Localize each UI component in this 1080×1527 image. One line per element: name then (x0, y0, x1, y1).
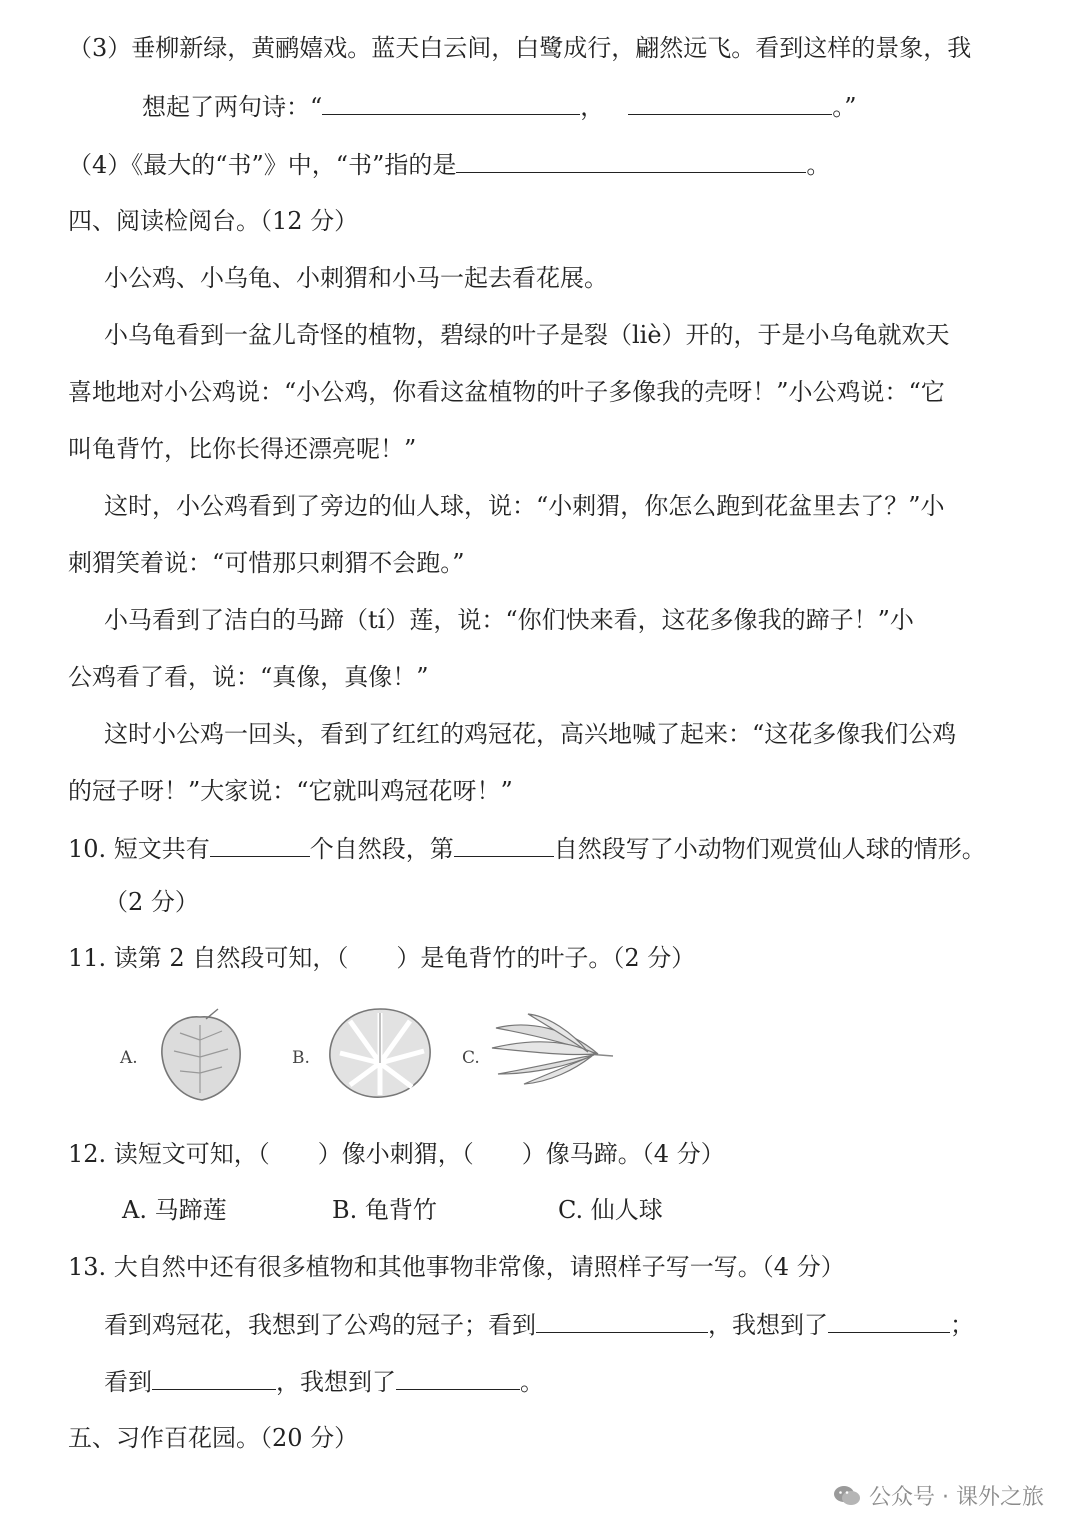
section4-title: 四、阅读检阅台。（12 分） (68, 207, 359, 235)
q4-line (68, 146, 830, 183)
q12-question: 12. 读短文可知，（ ）像小刺猬，（ ）像马蹄。（4 分） (68, 1140, 725, 1168)
q3-line2-prefix: 想起了两句诗：“ (142, 93, 323, 121)
q3-line2-suffix: 。” (832, 93, 857, 121)
q10-score: （2 分） (104, 888, 199, 916)
q13-l2-part1: 看到 (104, 1368, 152, 1396)
q11-question: 11. 读第 2 自然段可知，（ ）是龟背竹的叶子。（2 分） (68, 944, 696, 972)
q11-option-b-label: B. (292, 1048, 310, 1068)
passage-line: 小马看到了洁白的马蹄（tí）莲，说：“你们快来看，这花多像我的蹄子！”小 (104, 606, 914, 634)
q3-line1: （3）垂柳新绿，黄鹂嬉戏。蓝天白云间，白鹭成行，翩然远飞。看到这样的景象，我 (68, 34, 972, 62)
q13-l1-part2: ，我想到了 (708, 1311, 828, 1339)
passage-line: 的冠子呀！”大家说：“它就叫鸡冠花呀！” (68, 777, 513, 805)
passage-line: 小公鸡、小乌龟、小刺猬和小马一起去看花展。 (104, 264, 608, 292)
passage-line: 叫龟背竹，比你长得还漂亮呢！” (68, 435, 417, 463)
q13-l2-part2: ，我想到了 (276, 1368, 396, 1396)
q12-option-a[interactable]: A. 马蹄莲 (122, 1196, 227, 1224)
leaf-b-icon[interactable] (320, 1003, 440, 1103)
poem-blank-2[interactable] (628, 88, 832, 115)
q13-blank-3[interactable] (152, 1363, 276, 1390)
q12-option-b[interactable]: B. 龟背竹 (332, 1196, 437, 1224)
q4-prefix: （4）《最大的“书”》中，“书”指的是 (68, 151, 457, 179)
q13-l2-part3: 。 (520, 1368, 544, 1396)
q13-line1 (104, 1306, 974, 1343)
leaf-c-icon[interactable] (488, 1008, 618, 1088)
q10-part3: 自然段写了小动物们观赏仙人球的情形。 (553, 835, 986, 863)
watermark (833, 1480, 1044, 1511)
wechat-icon (833, 1484, 861, 1508)
q10-blank-2[interactable] (454, 830, 554, 857)
q3-line2-mid: ， (580, 93, 605, 121)
q10-part2: 个自然段，第 (309, 835, 454, 863)
q13-blank-1[interactable] (536, 1306, 708, 1333)
q13-l1-part1: 看到鸡冠花，我想到了公鸡的冠子；看到 (104, 1311, 536, 1339)
q10-part1: 10. 短文共有 (68, 835, 210, 863)
q11-option-c-label: C. (462, 1048, 480, 1068)
section5-title: 五、习作百花园。（20 分） (68, 1424, 359, 1452)
q13-blank-2[interactable] (828, 1306, 950, 1333)
q10-line (68, 830, 986, 867)
passage-line: 这时，小公鸡看到了旁边的仙人球，说：“小刺猬，你怎么跑到花盆里去了？”小 (104, 492, 945, 520)
leaf-a-icon[interactable] (150, 1005, 250, 1105)
passage-line: 刺猬笑着说：“可惜那只刺猬不会跑。” (68, 549, 465, 577)
watermark-text: 公众号 · 课外之旅 (869, 1485, 1044, 1510)
q4-suffix: 。 (806, 151, 831, 179)
q3-line2 (142, 88, 857, 125)
q10-blank-1[interactable] (210, 830, 310, 857)
passage-line: 这时小公鸡一回头，看到了红红的鸡冠花，高兴地喊了起来：“这花多像我们公鸡 (104, 720, 957, 748)
q13-line2 (104, 1363, 544, 1400)
q12-option-c[interactable]: C. 仙人球 (558, 1196, 663, 1224)
poem-blank-1[interactable] (322, 88, 580, 115)
passage-line: 喜地地对小公鸡说：“小公鸡，你看这盆植物的叶子多像我的壳呀！”小公鸡说：“它 (68, 378, 945, 406)
q13-blank-4[interactable] (396, 1363, 520, 1390)
q13-l1-part3: ； (950, 1311, 974, 1339)
passage-line: 公鸡看了看，说：“真像，真像！” (68, 663, 429, 691)
passage-line: 小乌龟看到一盆儿奇怪的植物，碧绿的叶子是裂（liè）开的，于是小乌龟就欢天 (104, 321, 950, 349)
q13-question: 13. 大自然中还有很多植物和其他事物非常像，请照样子写一写。（4 分） (68, 1253, 845, 1281)
q4-blank[interactable] (456, 146, 806, 173)
q11-option-a-label: A. (120, 1048, 138, 1068)
